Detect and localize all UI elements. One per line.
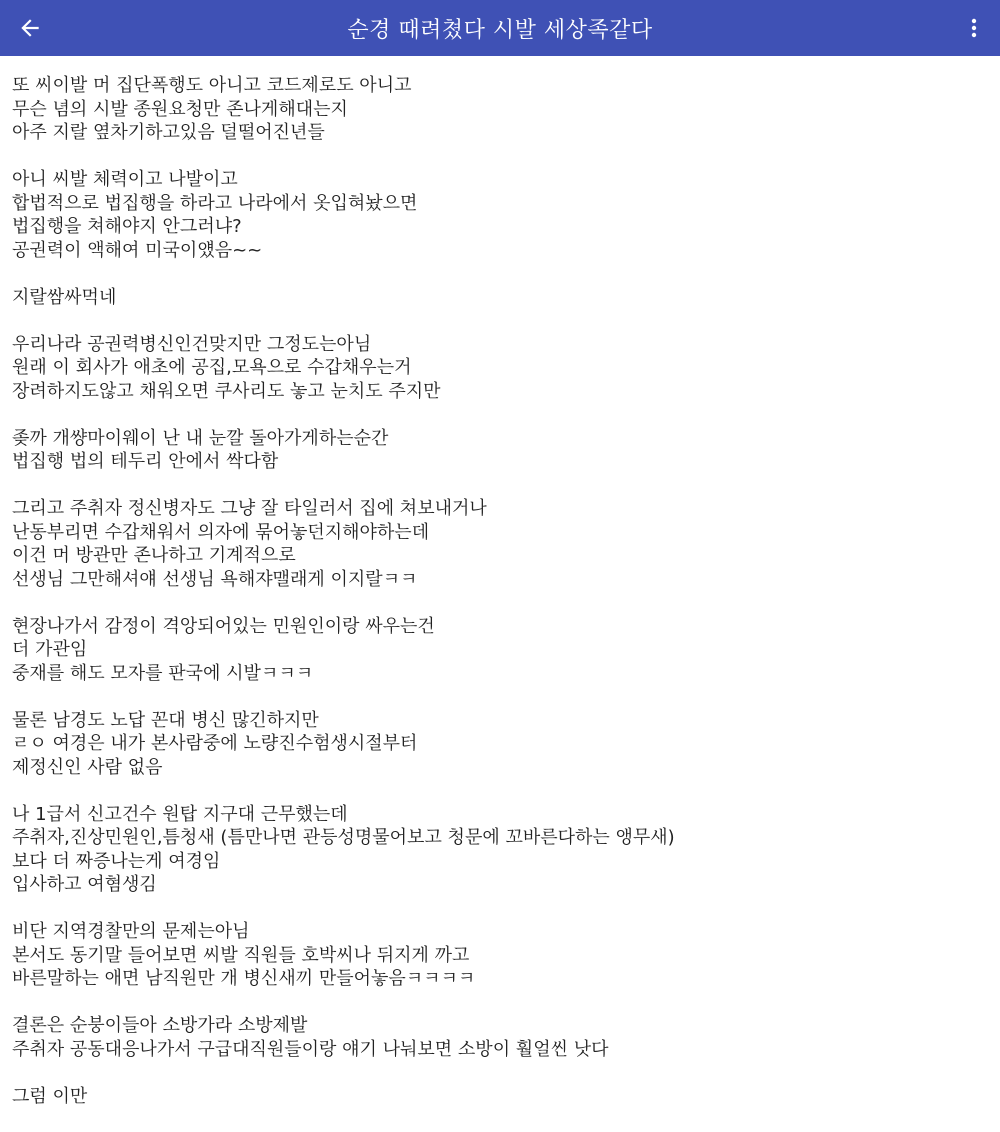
post-line: 우리나라 공권력병신인건맞지만 그정도는아님 [12, 333, 372, 355]
post-line: 제정신인 사람 없음 [12, 756, 163, 778]
more-options-button[interactable] [954, 8, 994, 48]
post-line: 장려하지도않고 채워오면 쿠사리도 놓고 눈치도 주지만 [12, 380, 441, 402]
post-line: 선생님 그만해셔얘 선생님 욕해쟈맬래게 이지랄ㅋㅋ [12, 568, 418, 590]
post-paragraph [12, 168, 982, 262]
post-paragraph [12, 1085, 982, 1109]
post-line: 바른말하는 애면 남직원만 개 병신새끼 만들어놓음ㅋㅋㅋㅋ [12, 968, 476, 989]
post-line: 좆까 개썅마이웨이 난 내 눈깔 돌아가게하는순간 [12, 427, 389, 449]
post-line: 합법적으로 법집행을 하라고 나라에서 옷입혀놨으면 [12, 192, 418, 214]
post-paragraph [12, 920, 982, 991]
app-bar [0, 0, 1000, 56]
post-line: 비단 지역경찰만의 문제는아님 [12, 921, 250, 942]
post-line: 보다 더 짜증나는게 여경임 [12, 850, 221, 872]
post-line: 그리고 주취자 정신병자도 그냥 잘 타일러서 집에 쳐보내거나 [12, 498, 487, 519]
post-line: 무슨 념의 시발 종원요청만 존나게해대는지 [12, 98, 348, 120]
post-paragraph [12, 427, 982, 474]
post-line: 본서도 동기말 들어보면 씨발 직원들 호박씨나 뒤지게 까고 [12, 944, 470, 966]
post-line: 법집행 법의 테두리 안에서 싹다함 [12, 451, 279, 472]
post-paragraph [12, 1014, 982, 1061]
post-line: 이건 머 방관만 존나하고 기계적으로 [12, 545, 296, 566]
post-line: 법집행을 쳐해야지 안그러냐? [12, 216, 242, 237]
post-line: 중재를 해도 모자를 판국에 시발ㅋㅋㅋ [12, 662, 314, 684]
page-title: 순경 때려쳤다 시발 세상족같다 [347, 17, 653, 43]
post-paragraph [12, 803, 982, 897]
post-paragraph [12, 286, 982, 310]
more-vert-icon [962, 16, 986, 40]
post-line: 더 가관임 [12, 639, 88, 660]
post-line: 주취자,진상민원인,틈청새 (틈만나면 관등성명물어보고 청문에 꼬바른다하는 앵무새) [12, 827, 675, 848]
back-button[interactable] [10, 8, 50, 48]
post-line: 현장나가서 감정이 격앙되어있는 민원인이랑 싸우는건 [12, 615, 435, 637]
post-line: 또 씨이발 머 집단폭행도 아니고 코드제로도 아니고 [12, 75, 412, 96]
post-paragraph [12, 615, 982, 686]
post-line: 나 1급서 신고건수 원탑 지구대 근무했는데 [12, 803, 348, 825]
post-line: 아니 씨발 체력이고 나발이고 [12, 169, 238, 190]
post-line: 물론 남경도 노답 꼰대 병신 많긴하지만 [12, 709, 319, 731]
arrow-left-icon [17, 15, 43, 41]
post-line: 난동부리면 수갑채워서 의자에 묶어놓던지해야하는데 [12, 521, 430, 543]
post-paragraph [12, 333, 982, 404]
post-paragraph [12, 709, 982, 780]
post-line: 결론은 순붕이들아 소방가라 소방제발 [12, 1015, 308, 1036]
post-paragraph [12, 497, 982, 591]
post-line: 지랄쌈싸먹네 [12, 286, 117, 308]
post-line: 그럼 이만 [12, 1085, 88, 1107]
post-line: 원래 이 회사가 애초에 공집,모욕으로 수갑채우는거 [12, 357, 412, 378]
post-line: ㄹㅇ 여경은 내가 본사람중에 노량진수험생시절부터 [12, 733, 418, 754]
post-line: 아주 지랄 옆차기하고있음 덜떨어진년들 [12, 122, 325, 143]
post-line: 주취자 공동대응나가서 구급대직원들이랑 얘기 나눠보면 소방이 훨얼씬 낫다 [12, 1038, 609, 1060]
post-body [12, 74, 982, 1132]
post-paragraph [12, 74, 982, 145]
post-line: 공권력이 액해여 미국이얬음~~ [12, 239, 263, 261]
post-line: 입사하고 여혐생김 [12, 874, 157, 895]
